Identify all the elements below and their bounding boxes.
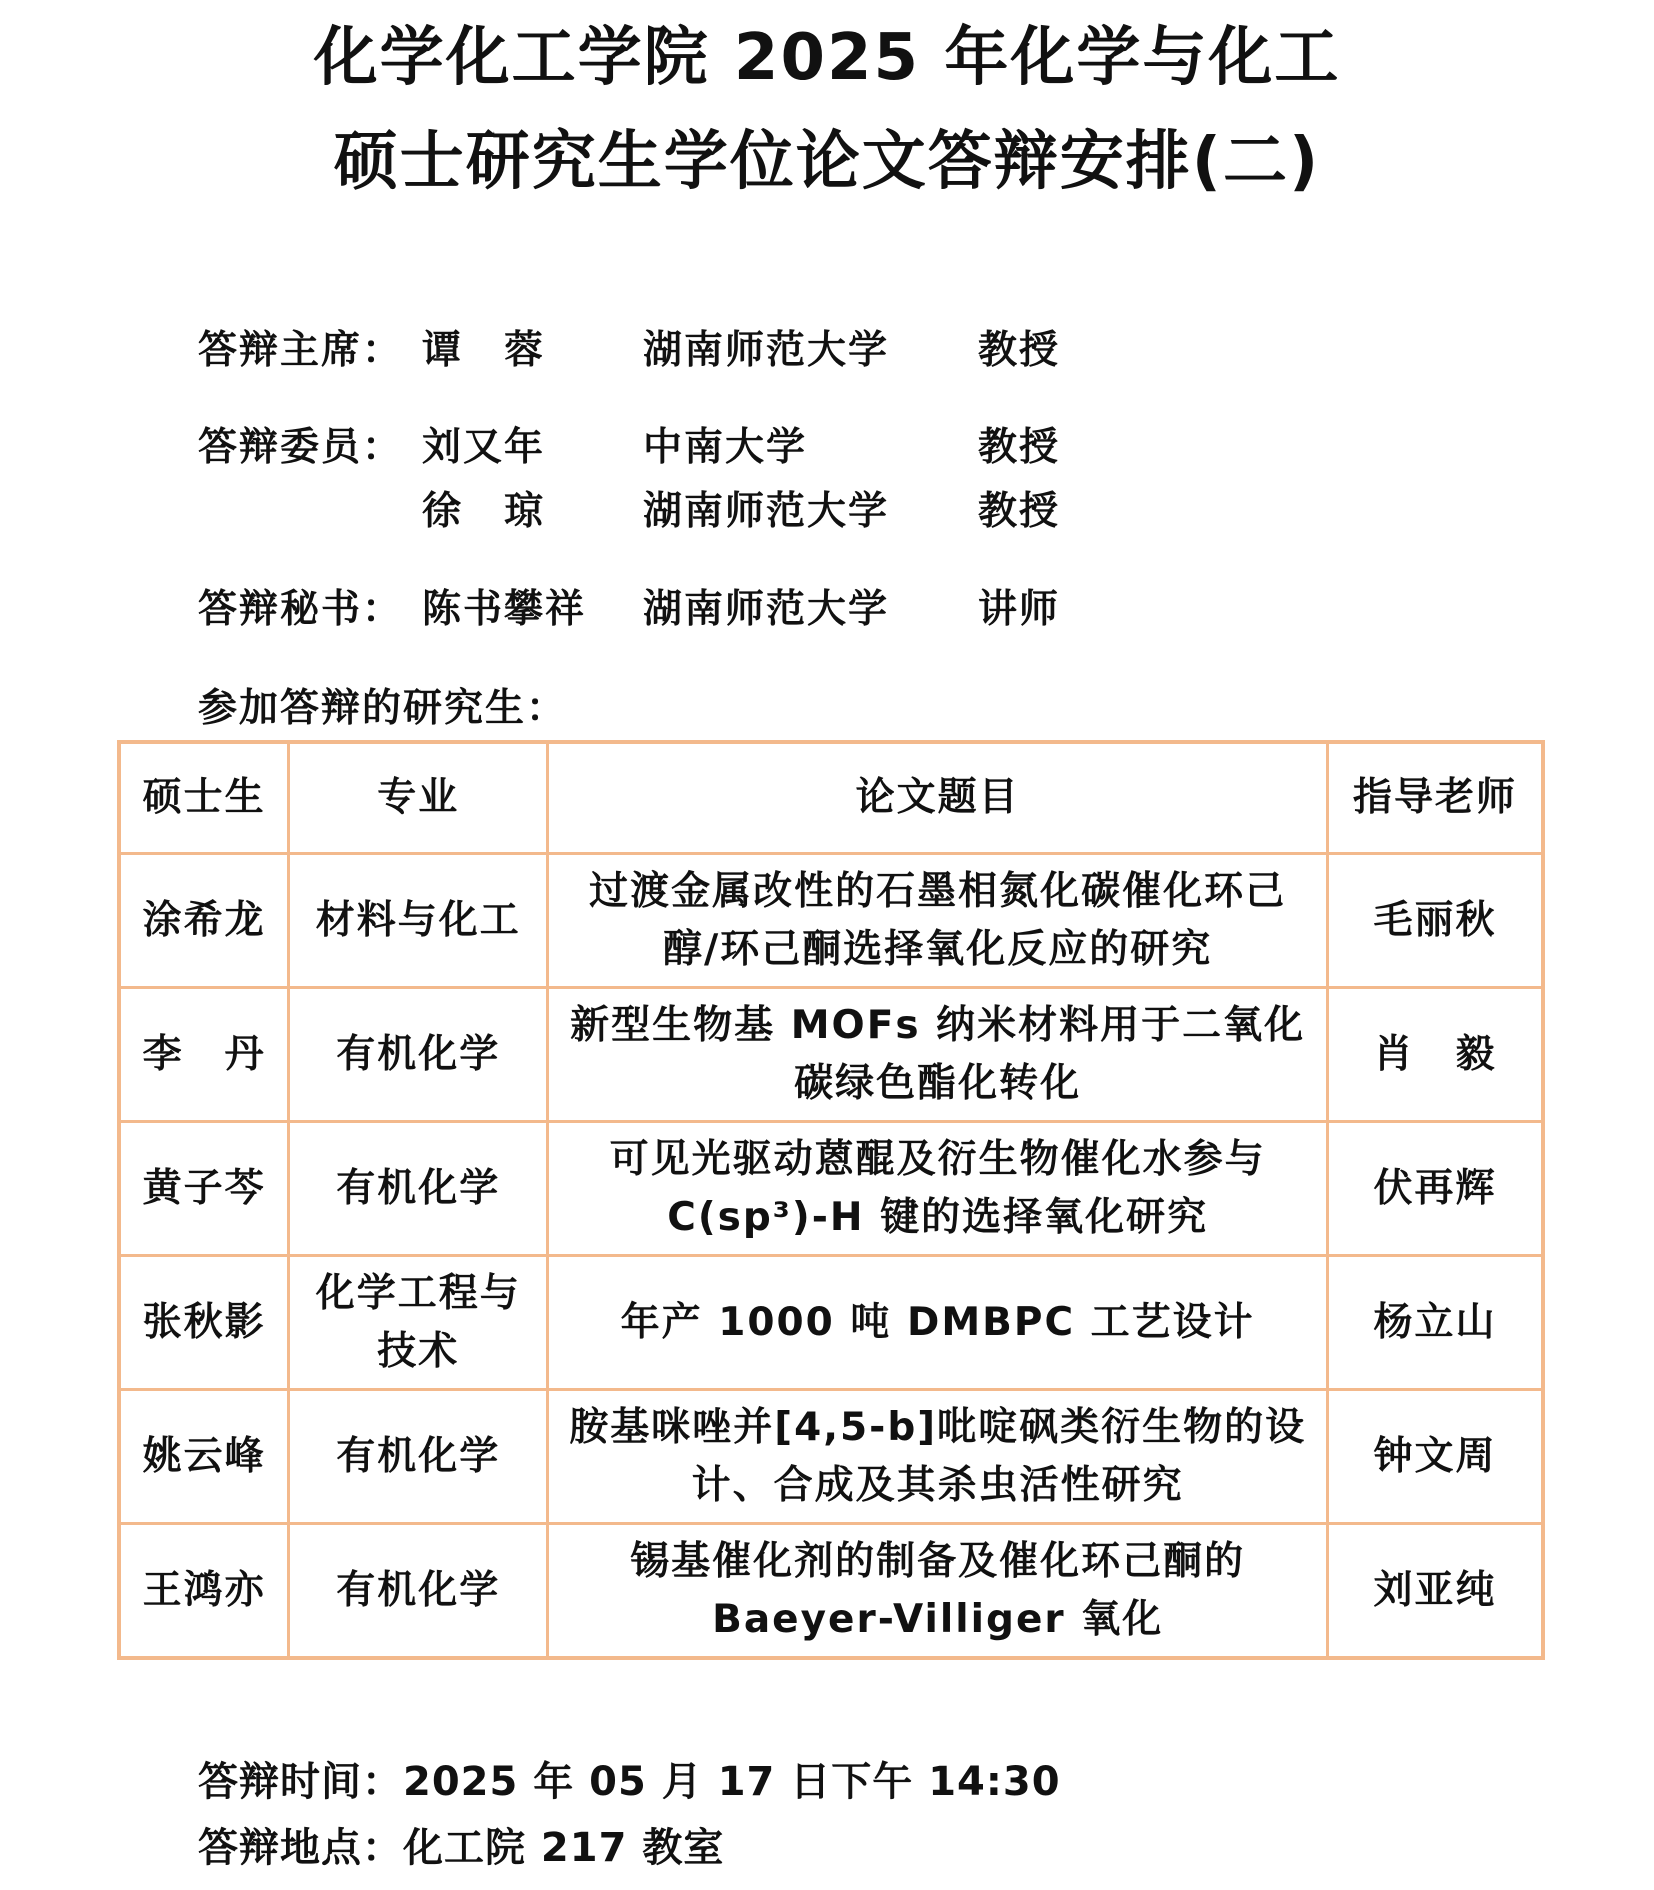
thesis-text: 胺基咪唑并[4,5-b]吡啶砜类衍生物的设计、合成及其杀虫活性研究 <box>569 1404 1307 1508</box>
student-name: 涂希龙 <box>119 854 289 988</box>
table-row <box>119 1390 1543 1524</box>
table-row <box>119 854 1543 988</box>
student-name: 黄子芩 <box>119 1122 289 1256</box>
table-row <box>119 1256 1543 1390</box>
major <box>289 1122 548 1256</box>
major <box>289 854 548 988</box>
thesis-title <box>548 1524 1328 1659</box>
header-major: 专业 <box>289 742 548 854</box>
major-text: 化学工程与技术 <box>315 1270 521 1374</box>
defense-time: 答辩时间：2025 年 05 月 17 日下午 14:30 <box>198 1759 1061 1805</box>
thesis-title <box>548 1122 1328 1256</box>
student-name: 张秋影 <box>119 1256 289 1390</box>
advisor-name: 毛丽秋 <box>1327 854 1543 988</box>
member-title: 教授 <box>978 425 1061 470</box>
page-title-line1: 化学化工学院 2025 年化学与化工 <box>313 21 1341 95</box>
major-text: 材料与化工 <box>315 897 521 943</box>
header-advisor: 指导老师 <box>1327 742 1543 854</box>
chair-name: 谭 蓉 <box>422 328 546 373</box>
defense-schedule-table <box>117 740 1545 1660</box>
student-name: 王鸿亦 <box>119 1524 289 1659</box>
thesis-text: 锡基催化剂的制备及催化环己酮的Baeyer-Villiger 氧化 <box>630 1538 1246 1642</box>
students-label: 参加答辩的研究生： <box>198 686 568 731</box>
page-title-line2: 硕士研究生学位论文答辩安排(二) <box>333 125 1321 199</box>
members-label: 答辩委员： <box>198 425 404 470</box>
major-text: 有机化学 <box>336 1165 501 1211</box>
header-thesis: 论文题目 <box>548 742 1328 854</box>
secretary-org: 湖南师范大学 <box>643 587 890 632</box>
header-student: 硕士生 <box>119 742 289 854</box>
advisor-name: 伏再辉 <box>1327 1122 1543 1256</box>
thesis-title <box>548 988 1328 1122</box>
major <box>289 1256 548 1390</box>
major <box>289 1390 548 1524</box>
secretary-label: 答辩秘书： <box>198 587 404 632</box>
secretary-name: 陈书攀祥 <box>422 587 587 632</box>
thesis-title <box>548 854 1328 988</box>
student-name: 李 丹 <box>119 988 289 1122</box>
major <box>289 988 548 1122</box>
thesis-title <box>548 1390 1328 1524</box>
member-title: 教授 <box>978 489 1061 534</box>
table-header-row <box>119 742 1543 854</box>
major <box>289 1524 548 1659</box>
advisor-name: 杨立山 <box>1327 1256 1543 1390</box>
thesis-text: 可见光驱动蒽醌及衍生物催化水参与C(sp³)-H 键的选择氧化研究 <box>609 1136 1266 1240</box>
table-row <box>119 1524 1543 1659</box>
chair-label: 答辩主席： <box>198 328 404 373</box>
advisor-name: 刘亚纯 <box>1327 1524 1543 1659</box>
major-text: 有机化学 <box>336 1567 501 1613</box>
major-text: 有机化学 <box>336 1433 501 1479</box>
thesis-text: 年产 1000 吨 DMBPC 工艺设计 <box>620 1299 1255 1345</box>
member-org: 湖南师范大学 <box>643 489 890 534</box>
secretary-title: 讲师 <box>978 587 1061 632</box>
thesis-text: 新型生物基 MOFs 纳米材料用于二氧化碳绿色酯化转化 <box>570 1002 1306 1106</box>
chair-title: 教授 <box>978 328 1061 373</box>
thesis-text: 过渡金属改性的石墨相氮化碳催化环己醇/环己酮选择氧化反应的研究 <box>589 868 1287 972</box>
table-row <box>119 988 1543 1122</box>
member-org: 中南大学 <box>643 425 808 470</box>
defense-place: 答辩地点：化工院 217 教室 <box>198 1825 725 1871</box>
advisor-name: 钟文周 <box>1327 1390 1543 1524</box>
advisor-name: 肖 毅 <box>1327 988 1543 1122</box>
member-name: 刘又年 <box>422 425 546 470</box>
student-name: 姚云峰 <box>119 1390 289 1524</box>
member-name: 徐 琼 <box>422 489 546 534</box>
major-text: 有机化学 <box>336 1031 501 1077</box>
thesis-title <box>548 1256 1328 1390</box>
table-row <box>119 1122 1543 1256</box>
chair-org: 湖南师范大学 <box>643 328 890 373</box>
